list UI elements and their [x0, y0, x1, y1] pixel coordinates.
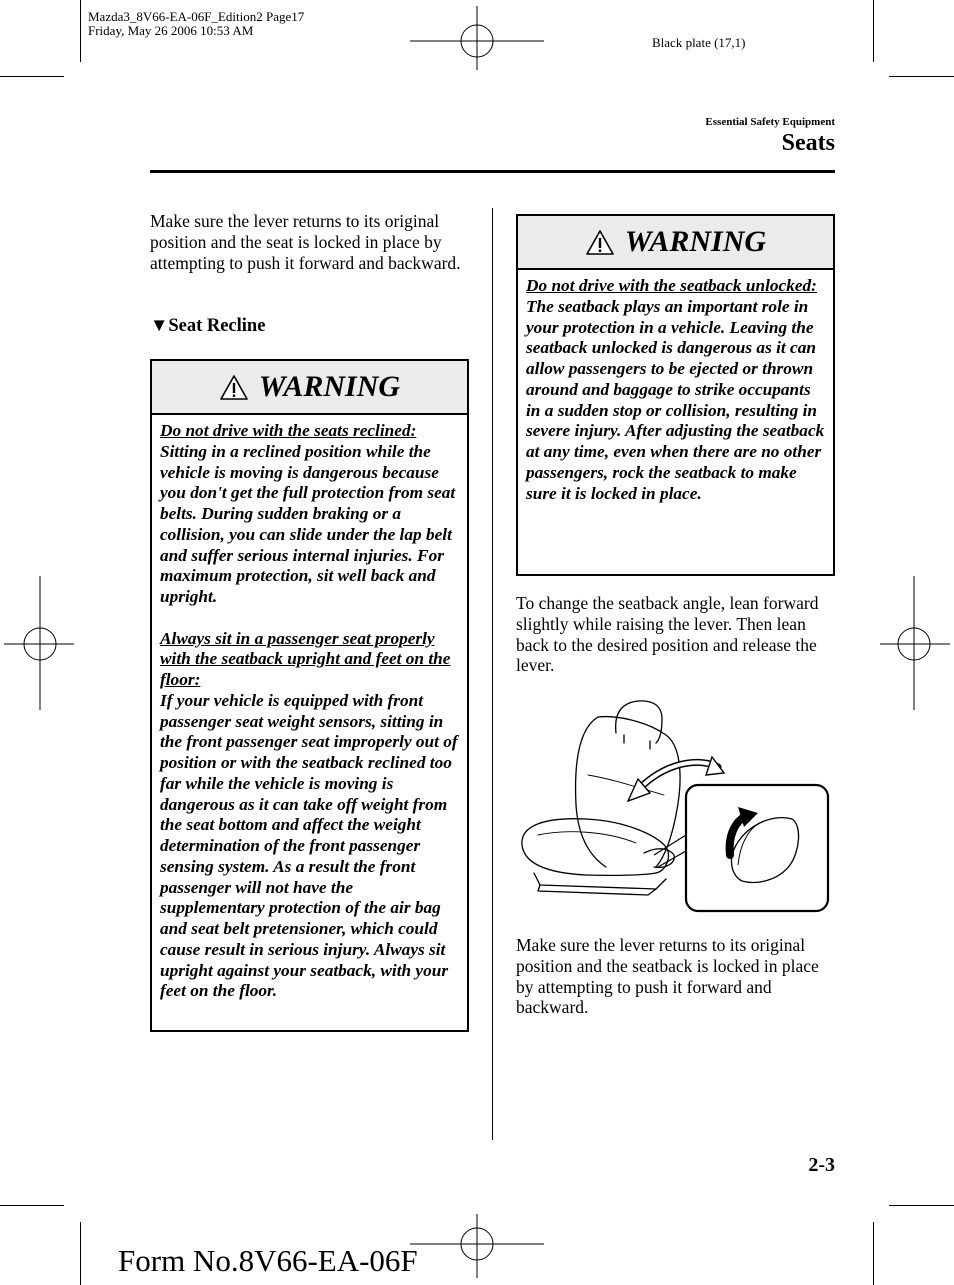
crop-mark: [889, 76, 954, 77]
warning-header: [152, 361, 467, 415]
subheading-text: Seat Recline: [168, 316, 266, 336]
registration-target-left: [4, 576, 74, 710]
seat-recline-illustration: [516, 695, 834, 917]
warning-title: WARNING: [624, 225, 767, 258]
print-header-file: Mazda3_8V66-EA-06F_Edition2 Page17: [88, 9, 305, 24]
warning-item2-heading: Always sit in a passenger seat properly with the seatback upright and feet on the floor:: [160, 628, 451, 689]
print-header-plate: Black plate (17,1): [652, 35, 746, 50]
closing-instructions: Make sure the lever returns to its original position and the seatback is locked in place by attempting to push it forward and backward.: [516, 935, 819, 1018]
registration-target-bottom: [410, 1214, 544, 1278]
warning-box-seatback: [516, 214, 835, 576]
triangle-marker-icon: ▼: [150, 316, 169, 336]
subheading-seat-recline: [150, 316, 265, 337]
seat-lock-intro: Make sure the lever returns to its original position and the seat is locked in place by attempting to push it forward and backward.: [150, 211, 461, 273]
warning-body: [152, 415, 467, 1002]
warning-box-recline: [150, 359, 469, 1032]
crop-mark: [80, 1222, 81, 1285]
page-number: 2-3: [808, 1154, 835, 1176]
warning-item1-heading: Do not drive with the seats reclined:: [160, 421, 417, 440]
form-number: Form No.8V66-EA-06F: [118, 1243, 418, 1278]
registration-target-right: [880, 576, 950, 710]
warning-heading: Do not drive with the seatback unlocked:: [526, 276, 817, 295]
warning-item1-text: Sitting in a reclined position while the vehicle is moving is dangerous because you don't get the full protection from seat belts. During sudden braking or a collision, you can slide under the lap belt and suffer serious internal injuries. For maximum protection, sit well back and upright.: [160, 441, 456, 606]
warning-text: The seatback plays an important role in your protection in a vehicle. Leaving the seatback unlocked is dangerous as it can allow passengers to be ejected or thrown around and baggage to strike occupants in a sudden stop or collision, resulting in severe injury. After adjusting the seatback at any time, even when there are no other passengers, rock the seatback to make sure it is locked in place.: [526, 296, 825, 503]
section-label: Essential Safety Equipment: [705, 116, 835, 128]
warning-triangle-icon: [219, 374, 249, 401]
header-rule: [150, 170, 835, 173]
warning-body: [518, 270, 833, 504]
recline-instructions: To change the seatback angle, lean forward slightly while raising the lever. Then lean back to the desired position and release the lever.: [516, 593, 819, 676]
crop-mark: [80, 0, 81, 62]
page-title: Seats: [781, 130, 835, 156]
crop-mark: [889, 1205, 954, 1206]
warning-triangle-icon: [585, 229, 615, 256]
column-divider: [492, 208, 493, 1140]
crop-mark: [0, 76, 64, 77]
crop-mark: [873, 1222, 874, 1285]
warning-item2-text: If your vehicle is equipped with front passenger seat weight sensors, sitting in the front passenger seat improperly out of position or with the seatback reclined too far while the vehicle is moving is dangerous as it can take off weight from the seat bottom and affect the weight determination of the front passenger sensing system. As a result the front passenger will not have the supplementary protection of the air bag and seat belt pretensioner, which could cause result in serious injury. Always sit upright against your seatback, with your feet on the floor.: [160, 690, 458, 1001]
warning-title: WARNING: [258, 370, 401, 403]
crop-mark: [0, 1205, 64, 1206]
warning-header: [518, 216, 833, 270]
crop-mark: [873, 0, 874, 62]
print-header-date: Friday, May 26 2006 10:53 AM: [88, 23, 254, 38]
registration-target-top: [410, 6, 544, 70]
